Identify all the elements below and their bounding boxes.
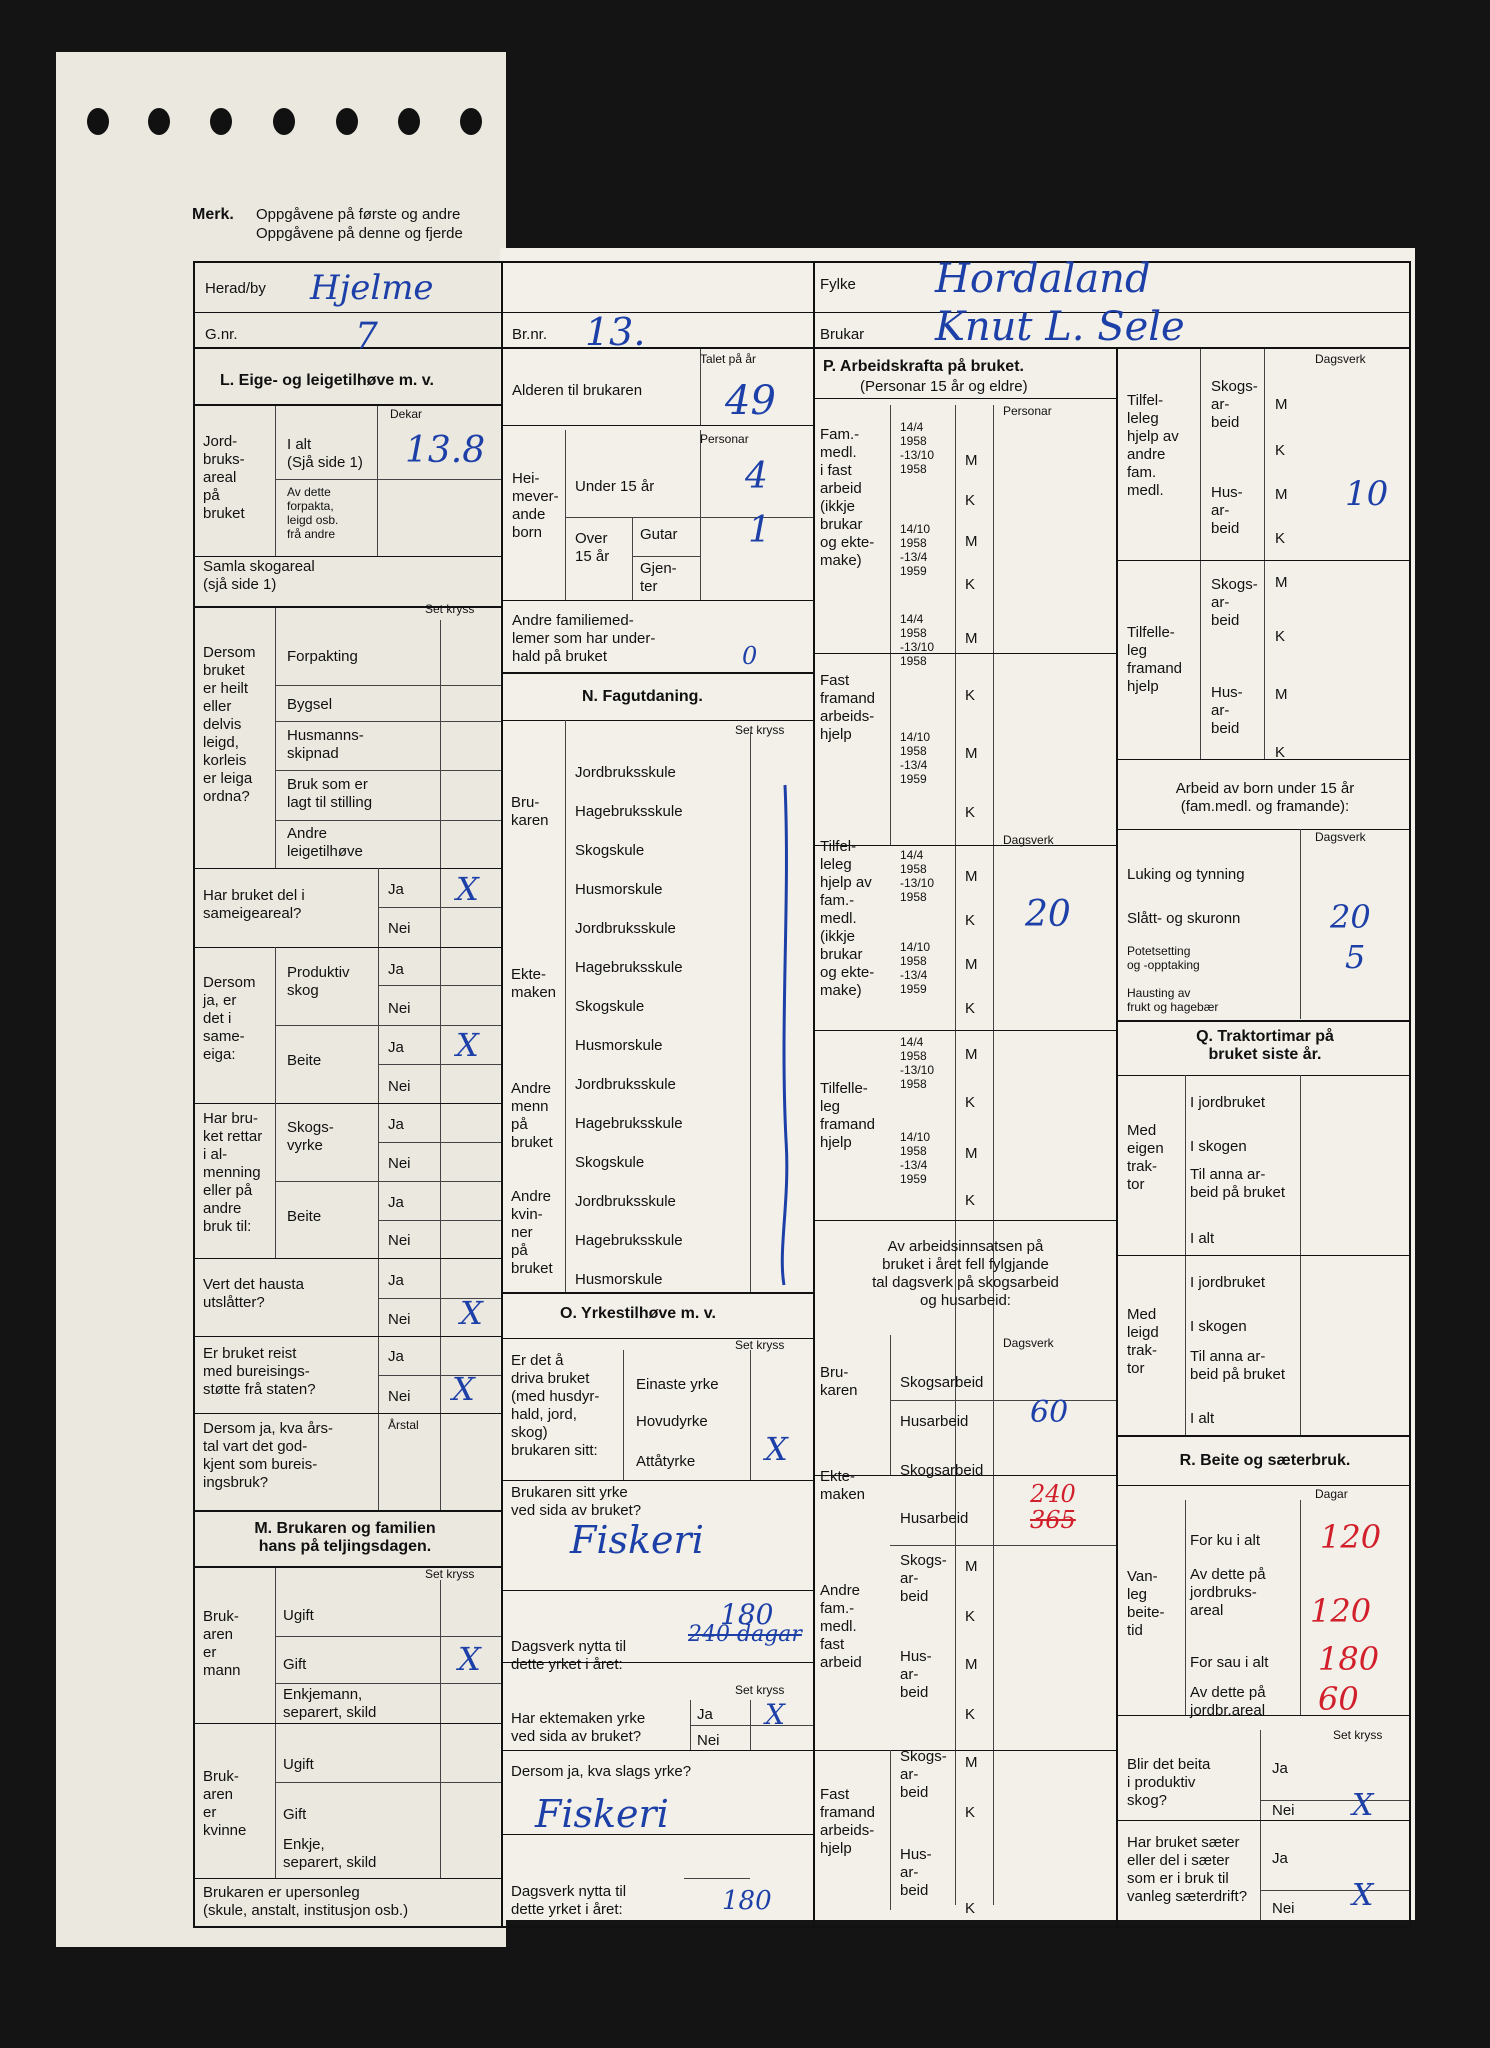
k-label: K <box>965 1192 976 1209</box>
n-item: Skogskule <box>575 1154 645 1171</box>
bygsel-label: Bygsel <box>287 696 333 713</box>
ektemaken-husarbeid-struck: 365 <box>1030 1506 1076 1534</box>
skogs-arbeid-label: Skogs- ar- beid <box>900 1552 947 1605</box>
k-label: K <box>965 1094 976 1111</box>
andre-fam-label: Andre fam.- medl. fast arbeid <box>820 1582 862 1671</box>
beite-nei: Nei <box>388 1078 411 1095</box>
born-title: Arbeid av born under 15 år (fam.medl. og framande): <box>1175 780 1355 815</box>
yrke-value: Fiskeri <box>570 1518 704 1562</box>
av-dette-jord-label: Av dette på jordbruks- areal <box>1190 1566 1266 1619</box>
eigen-jordbruket: I jordbruket <box>1190 1094 1266 1111</box>
k-label: K <box>1275 628 1286 645</box>
sameige-nei: Nei <box>388 920 411 937</box>
upersonleg-label: Brukaren er upersonleg (skule, anstalt, institusjon osb.) <box>203 1884 409 1919</box>
einaste-yrke: Einaste yrke <box>636 1376 719 1393</box>
merk-label: Merk. <box>192 206 234 223</box>
talet-label: Talet på år <box>700 352 757 366</box>
k-label: K <box>965 1804 976 1821</box>
m-label: M <box>965 1145 978 1162</box>
n-group-andre-menn: Andre menn på bruket <box>511 1080 553 1151</box>
produktiv-mark: X <box>1352 1788 1374 1823</box>
period-2: 14/10 1958 -13/4 1959 <box>900 730 931 786</box>
section-n-title: N. Fagutdaning. <box>582 688 703 705</box>
n-group-brukaren: Bru- karen <box>511 794 549 829</box>
brukaren-label: Bru- karen <box>820 1364 858 1399</box>
dagsverk-question: Dagsverk nytta til dette yrket i året: <box>511 1638 627 1673</box>
herad-label: Herad/by <box>205 280 266 297</box>
leigd-anna-arbeid: Til anna ar- beid på bruket <box>1190 1348 1286 1383</box>
saeter-nei: Nei <box>1272 1900 1295 1917</box>
leigd-skogen: I skogen <box>1190 1318 1247 1335</box>
av-dette-jord-value: 120 <box>1310 1592 1372 1630</box>
for-ku-value: 120 <box>1320 1518 1382 1556</box>
attatyrke: Attåtyrke <box>636 1453 696 1470</box>
produktiv-question: Blir det beita i produktiv skog? <box>1127 1756 1211 1809</box>
fam-medl-label: Fam.- medl. i fast arbeid (ikkje brukar og ekte- make) <box>820 426 875 569</box>
eigen-traktor-label: Med eigen trak- tor <box>1127 1122 1164 1193</box>
dekar-label: Dekar <box>390 407 423 421</box>
brnr-value: 13. <box>585 310 646 354</box>
allmenning-question: Har bru- ket rettar i al- menning eller på andre bruk til: <box>203 1110 263 1235</box>
produktiv-ja: Ja <box>388 961 404 978</box>
enkjemann-label: Enkjemann, separert, skild <box>283 1686 377 1721</box>
sameige-question: Har bruket del i sameigeareal? <box>203 887 305 922</box>
gnr-value: 7 <box>355 316 378 357</box>
saeter-question: Har bruket sæter eller del i sæter som er i bruk til vanleg sæterdrift? <box>1127 1834 1248 1905</box>
skogsvyrke-nei: Nei <box>388 1155 411 1172</box>
side-skogs-arbeid: Skogs- ar- beid <box>1211 576 1258 629</box>
m-label: M <box>965 533 978 550</box>
punch-hole <box>460 108 482 135</box>
section-p-title: P. Arbeidskrafta på bruket. <box>823 358 1024 375</box>
jordbruksareal-label: Jord- bruks- areal på bruket <box>203 433 245 522</box>
n-item: Jordbruksskule <box>575 920 676 937</box>
skogsvyrke-ja: Ja <box>388 1116 404 1133</box>
period-2: 14/10 1958 -13/4 1959 <box>900 1130 931 1186</box>
dagsverk-value: 180 <box>720 1598 774 1631</box>
kvinne-gift: Gift <box>283 1806 307 1823</box>
husmannsskipnad-label: Husmanns- skipnad <box>287 727 364 762</box>
kva-slag-question: Dersom ja, kva slags yrke? <box>511 1763 692 1780</box>
n-item: Hagebruksskule <box>575 959 683 976</box>
gutar-label: Gutar <box>640 526 678 543</box>
beite-label: Beite <box>287 1052 322 1069</box>
punch-hole <box>210 108 232 135</box>
o-set-kryss: Set kryss <box>735 1338 785 1352</box>
n-item: Hagebruksskule <box>575 1232 683 1249</box>
av-dette-label: Av dette forpakta, leigd osb. frå andre <box>287 485 339 541</box>
punch-hole <box>273 108 295 135</box>
n-item: Skogskule <box>575 842 645 859</box>
andre-label: Andre familiemed- lemer som har under- hald på bruket <box>512 612 656 665</box>
n-item: Jordbruksskule <box>575 1076 676 1093</box>
produktiv-ja: Ja <box>1272 1760 1288 1777</box>
n-set-kryss: Set kryss <box>735 723 785 737</box>
i-alt-value: 13.8 <box>405 430 486 471</box>
m-label: M <box>965 868 978 885</box>
skogs-arbeid-label: Skogs- ar- beid <box>900 1748 947 1801</box>
n-item: Jordbruksskule <box>575 1193 676 1210</box>
beite-ja: Ja <box>388 1039 404 1056</box>
section-p-subtitle: (Personar 15 år og eldre) <box>860 378 1028 395</box>
saeter-mark: X <box>1352 1878 1374 1913</box>
personar-label: Personar <box>700 432 749 446</box>
m-label: M <box>1275 574 1288 591</box>
kva-slag-value: Fiskeri <box>535 1792 669 1836</box>
n-group-andre-kvinner: Andre kvin- ner på bruket <box>511 1188 553 1277</box>
fast-framand-label: Fast framand arbeids- hjelp <box>820 672 876 743</box>
leigd-traktor-label: Med leigd trak- tor <box>1127 1306 1159 1377</box>
i-alt-label: I alt (Sjå side 1) <box>287 436 363 471</box>
under15-label: Under 15 år <box>575 478 655 495</box>
mann-ugift: Ugift <box>283 1607 314 1624</box>
brukar-label: Brukar <box>820 326 865 343</box>
produktiv-nei: Nei <box>388 1000 411 1017</box>
leigd-i-alt: I alt <box>1190 1410 1215 1427</box>
m-label: M <box>965 745 978 762</box>
k-label: K <box>1275 744 1286 761</box>
ektemake-nei: Nei <box>697 1732 720 1749</box>
ektemake-question: Har ektemaken yrke ved sida av bruket? <box>511 1710 646 1745</box>
period-1: 14/4 1958 -13/10 1958 <box>900 1035 935 1091</box>
herad-value: Hjelme <box>310 268 434 308</box>
skogsarbeid-label: Skogsarbeid <box>900 1374 984 1391</box>
av-arbeid-label: Av arbeidsinnsatsen på bruket i året fell fylgjande tal dagsverk på skogsarbeid og husarbeid: <box>872 1238 1059 1309</box>
n-item: Husmorskule <box>575 1037 663 1054</box>
section-r-title: R. Beite og sæterbruk. <box>1179 1452 1351 1469</box>
m-label: M <box>965 452 978 469</box>
bureising-question: Er bruket reist med bureisings- støtte frå staten? <box>203 1345 316 1398</box>
p-dagsverk: Dagsverk <box>1003 833 1054 847</box>
husarbeid-label: Husarbeid <box>900 1413 969 1430</box>
m-label: M <box>1275 686 1288 703</box>
utslatter-nei: Nei <box>388 1311 411 1328</box>
dagsverk2-question: Dagsverk nytta til dette yrket i året: <box>511 1883 627 1918</box>
punch-hole <box>336 108 358 135</box>
period-1: 14/4 1958 -13/10 1958 <box>900 420 935 476</box>
for-ku-label: For ku i alt <box>1190 1532 1261 1549</box>
side-husarbeid-value: 10 <box>1345 474 1389 514</box>
gutar-value: 1 <box>748 510 771 551</box>
yrke-question: Brukaren sitt yrke ved sida av bruket? <box>511 1484 642 1519</box>
tilfelleleg-framand-label: Tilfelle- leg framand hjelp <box>820 1080 876 1151</box>
o-set-kryss-2: Set kryss <box>735 1683 785 1697</box>
punch-hole <box>148 108 170 135</box>
hus-arbeid-label: Hus- ar- beid <box>900 1846 932 1899</box>
merk-line-2: Oppgåvene på denne og fjerde <box>256 225 463 242</box>
r-set-kryss: Set kryss <box>1333 1728 1383 1742</box>
for-sau-label: For sau i alt <box>1190 1654 1269 1671</box>
period-2: 14/10 1958 -13/4 1959 <box>900 522 931 578</box>
m-label: M <box>965 630 978 647</box>
skogsvyrke-label: Skogs- vyrke <box>287 1119 334 1154</box>
ektemake-mark: X <box>765 1698 785 1731</box>
k-label: K <box>965 1608 976 1625</box>
section-l-title: L. Eige- og leigetilhøve m. v. <box>220 372 434 389</box>
k-label: K <box>1275 530 1286 547</box>
mann-label: Bruk- aren er mann <box>203 1608 241 1679</box>
punch-hole <box>398 108 420 135</box>
slatt-value: 20 <box>1330 898 1371 936</box>
m-label: M <box>965 1754 978 1771</box>
fylke-value: Hordaland <box>935 256 1151 302</box>
handwritten-stroke <box>760 780 800 1290</box>
mann-gift: Gift <box>283 1656 307 1673</box>
husarbeid-label: Husarbeid <box>900 1510 969 1527</box>
k-label: K <box>965 1900 976 1917</box>
m-label: M <box>1275 486 1288 503</box>
dagar-label: Dagar <box>1315 1487 1348 1501</box>
av-dette-jord2-value: 60 <box>1318 1680 1359 1718</box>
section-q-title: Q. Traktortimar på bruket siste år. <box>1196 1028 1334 1063</box>
k-label: K <box>965 912 976 929</box>
skogareal-label: Samla skogareal (sjå side 1) <box>203 558 315 593</box>
arstal-label: Årstal <box>388 1418 419 1432</box>
bureising-ja: Ja <box>388 1348 404 1365</box>
m-label: M <box>965 956 978 973</box>
side-skogs-arbeid: Skogs- ar- beid <box>1211 378 1258 431</box>
hus-arbeid-label: Hus- ar- beid <box>900 1648 932 1701</box>
k-label: K <box>965 492 976 509</box>
p-personar: Personar <box>1003 404 1052 418</box>
ektemaken-husarbeid-value: 240 <box>1030 1480 1076 1508</box>
k-label: K <box>965 576 976 593</box>
beite2-nei: Nei <box>388 1232 411 1249</box>
dersom-sameiga-label: Dersom ja, er det i same- eiga: <box>203 974 256 1063</box>
k-label: K <box>965 804 976 821</box>
tilfelleleg-fam-value: 20 <box>1025 894 1071 935</box>
tilfelleleg-fam-label: Tilfel- leleg hjelp av fam.- medl. (ikkje brukar og ekte- make) <box>820 838 875 999</box>
brukar-value: Knut L. Sele <box>935 304 1185 350</box>
for-sau-value: 180 <box>1318 1640 1380 1678</box>
produktiv-skog-label: Produktiv skog <box>287 964 350 999</box>
bureising-mark: X <box>452 1370 475 1408</box>
heime-label: Hei- mever- ande born <box>512 470 559 541</box>
attatyrke-mark: X <box>765 1430 788 1468</box>
godkjent-question: Dersom ja, kva års- tal vart det god- kjent som bureis- ingsbruk? <box>203 1420 334 1491</box>
n-group-ektemaken: Ekte- maken <box>511 966 557 1001</box>
set-kryss-label: Set kryss <box>425 602 475 616</box>
hausting-label: Hausting av frukt og hagebær <box>1127 986 1219 1014</box>
beite2-label: Beite <box>287 1208 322 1225</box>
m-set-kryss: Set kryss <box>425 1567 475 1581</box>
ektemake-ja: Ja <box>697 1706 713 1723</box>
luking-label: Luking og tynning <box>1127 866 1245 883</box>
m-label: M <box>965 1656 978 1673</box>
potet-value: 5 <box>1345 938 1366 976</box>
side-dagsverk: Dagsverk <box>1315 352 1366 366</box>
brnr-label: Br.nr. <box>512 326 548 343</box>
tilfelleleg-andre-label: Tilfel- leleg hjelp av andre fam. medl. <box>1127 392 1179 499</box>
forpakting-label: Forpakting <box>287 648 358 665</box>
gnr-label: G.nr. <box>205 326 238 343</box>
bureising-nei: Nei <box>388 1388 411 1405</box>
alder-value: 49 <box>725 378 776 424</box>
section-o-title: O. Yrkestilhøve m. v. <box>560 1305 716 1322</box>
punch-hole <box>87 108 109 135</box>
andre-value: 0 <box>742 642 758 670</box>
ektemaken-label: Ekte- maken <box>820 1468 866 1503</box>
vanleg-beitetid-label: Van- leg beite- tid <box>1127 1568 1165 1639</box>
period-1: 14/4 1958 -13/10 1958 <box>900 612 935 668</box>
sameige-ja: Ja <box>388 881 404 898</box>
dersom-leigd-label: Dersom bruket er heilt eller delvis leigd, korleis er leiga ordna? <box>203 644 256 805</box>
n-item: Jordbruksskule <box>575 764 676 781</box>
dagsverk2-value: 180 <box>722 1886 772 1916</box>
period-1: 14/4 1958 -13/10 1958 <box>900 848 935 904</box>
utslatter-ja: Ja <box>388 1272 404 1289</box>
eigen-anna-arbeid: Til anna ar- beid på bruket <box>1190 1166 1286 1201</box>
hovudyrke: Hovudyrke <box>636 1413 708 1430</box>
enkje-label: Enkje, separert, skild <box>283 1836 377 1871</box>
over15-label: Over 15 år <box>575 530 610 565</box>
m-label: M <box>1275 396 1288 413</box>
n-item: Hagebruksskule <box>575 803 683 820</box>
merk-line-1: Oppgåvene på første og andre <box>256 206 461 223</box>
tilfelleleg-framand-side-label: Tilfelle- leg framand hjelp <box>1127 624 1183 695</box>
p-dagsverk-2: Dagsverk <box>1003 1336 1054 1350</box>
k-label: K <box>965 1000 976 1017</box>
fylke-label: Fylke <box>820 276 856 293</box>
n-item: Skogskule <box>575 998 645 1015</box>
kvinne-ugift: Ugift <box>283 1756 314 1773</box>
beite2-ja: Ja <box>388 1194 404 1211</box>
bruk-stilling-label: Bruk som er lagt til stilling <box>287 776 373 811</box>
slatt-label: Slått- og skuronn <box>1127 910 1241 927</box>
n-item: Husmorskule <box>575 1271 663 1288</box>
driva-question: Er det å driva bruket (med husdyr- hald, jord, skog) brukaren sitt: <box>511 1352 600 1459</box>
skogsarbeid-label: Skogsarbeid <box>900 1462 984 1479</box>
gjenter-label: Gjen- ter <box>640 560 677 595</box>
leigd-jordbruket: I jordbruket <box>1190 1274 1266 1291</box>
kvinne-label: Bruk- aren er kvinne <box>203 1768 247 1839</box>
side-hus-arbeid: Hus- ar- beid <box>1211 684 1243 737</box>
k-label: K <box>965 687 976 704</box>
k-label: K <box>965 1706 976 1723</box>
k-label: K <box>1275 442 1286 459</box>
back-sheet <box>56 52 506 1947</box>
andre-leige-label: Andre leigetilhøve <box>287 825 363 860</box>
n-item: Husmorskule <box>575 881 663 898</box>
eigen-skogen: I skogen <box>1190 1138 1247 1155</box>
side-hus-arbeid: Hus- ar- beid <box>1211 484 1243 537</box>
potet-label: Potetsetting og -opptaking <box>1127 944 1200 972</box>
gift-mark: X <box>458 1640 481 1678</box>
section-m-title: M. Brukaren og familien hans på teljingsdagen. <box>254 1520 436 1555</box>
alder-label: Alderen til brukaren <box>512 382 643 399</box>
brukaren-husarbeid-value: 60 <box>1030 1395 1069 1430</box>
av-dette-jord2-label: Av dette på jordbr.areal <box>1190 1684 1266 1719</box>
n-item: Hagebruksskule <box>575 1115 683 1132</box>
dagsverk-struck: 240 dagar <box>688 1622 802 1647</box>
born-dagsverk: Dagsverk <box>1315 830 1366 844</box>
sameige-mark: X <box>456 870 479 908</box>
beite-mark: X <box>456 1026 479 1064</box>
produktiv-nei: Nei <box>1272 1802 1295 1819</box>
under15-value: 4 <box>745 456 768 497</box>
fast-framand2-label: Fast framand arbeids- hjelp <box>820 1786 876 1857</box>
utslatter-mark: X <box>460 1294 483 1332</box>
m-label: M <box>965 1558 978 1575</box>
utslatter-question: Vert det hausta utslåtter? <box>203 1276 304 1311</box>
eigen-i-alt: I alt <box>1190 1230 1215 1247</box>
period-2: 14/10 1958 -13/4 1959 <box>900 940 931 996</box>
m-label: M <box>965 1046 978 1063</box>
saeter-ja: Ja <box>1272 1850 1288 1867</box>
